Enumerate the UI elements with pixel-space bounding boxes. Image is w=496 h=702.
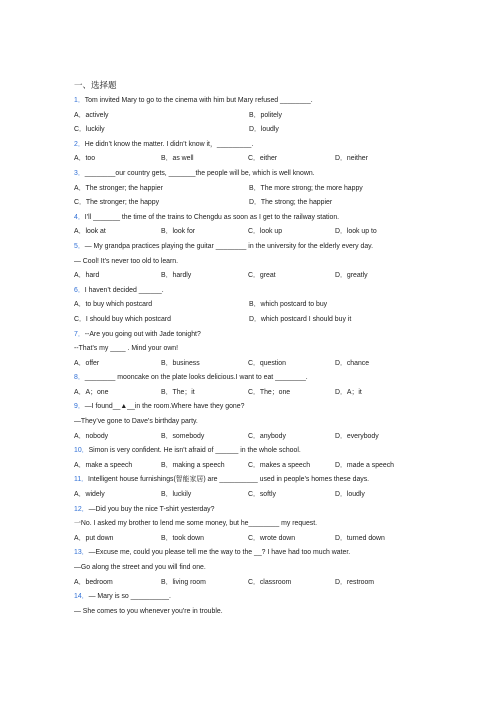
question-block xyxy=(74,211,424,240)
question-text: Simon is very confident. He isn’t afraid of ______ in the whole school. xyxy=(88,447,301,455)
dialogue-line: — She comes to you whenever you’re in trouble. xyxy=(74,607,223,615)
option-a[interactable]: A．too xyxy=(74,155,96,163)
option-c[interactable]: C．look up xyxy=(248,228,283,236)
question-block xyxy=(74,400,424,444)
question-text: I haven’t decided ______. xyxy=(84,286,164,294)
option-a[interactable]: A．The stronger; the happier xyxy=(74,184,163,192)
option-c[interactable]: C．luckily xyxy=(74,126,105,134)
question-text: — Mary is so __________. xyxy=(88,593,171,601)
question-text: ________our country gets, _______the people will be, which is well known. xyxy=(84,169,315,177)
option-c[interactable]: C．The stronger; the happy xyxy=(74,199,160,207)
option-c[interactable]: C．wrote down xyxy=(248,534,296,542)
option-a[interactable]: A．nobody xyxy=(74,432,109,440)
question-stem xyxy=(74,284,424,299)
question-block xyxy=(74,444,424,473)
options-row xyxy=(74,459,424,474)
options-row xyxy=(74,182,424,197)
question-text: —Excuse me, could you please tell me the way to the __? I have had too much water. xyxy=(88,549,351,557)
question-text: Tom invited Mary to go to the cinema with him but Mary refused ________. xyxy=(84,97,313,104)
dialogue-line: 一No. I asked my brother to lend me some money, but he________ my request. xyxy=(74,520,318,528)
question-text: Intelligent house furnishings(智能家居) are __________ used in people’s homes these days. xyxy=(88,476,370,484)
question-block xyxy=(74,284,424,328)
options-row xyxy=(74,109,424,124)
option-d[interactable]: D．restroom xyxy=(335,578,375,586)
options-row xyxy=(74,298,424,313)
option-b[interactable]: B．look for xyxy=(161,228,196,236)
question-block xyxy=(74,503,424,547)
option-b[interactable]: B．which postcard to buy xyxy=(249,301,328,309)
option-b[interactable]: B．somebody xyxy=(161,432,205,440)
option-b[interactable]: B．The more strong; the more happy xyxy=(249,184,363,192)
option-d[interactable]: D．everybody xyxy=(335,432,379,440)
option-a[interactable]: A．look at xyxy=(74,228,106,236)
question-text: He didn’t know the matter. I didn’t know it，_________. xyxy=(84,140,254,148)
option-d[interactable]: D．made a speech xyxy=(335,461,394,469)
question-number: 14． xyxy=(74,593,89,601)
option-a[interactable]: A．widely xyxy=(74,491,105,499)
question-stem xyxy=(74,328,424,343)
question-number: 5． xyxy=(74,242,85,250)
option-d[interactable]: D．loudly xyxy=(249,126,279,134)
dialogue-line: — Cool! It’s never too old to learn. xyxy=(74,257,179,265)
question-stem xyxy=(74,371,424,386)
option-c[interactable]: C．I should buy which postcard xyxy=(74,315,171,323)
option-a[interactable]: A．offer xyxy=(74,359,100,367)
options-row xyxy=(74,225,424,240)
question-list xyxy=(74,94,424,619)
question-block xyxy=(74,167,424,211)
question-block xyxy=(74,590,424,619)
option-c[interactable]: C．makes a speech xyxy=(248,461,311,469)
options-row xyxy=(74,123,424,138)
option-d[interactable]: D．The strong; the happier xyxy=(249,199,333,207)
option-c[interactable]: C．softly xyxy=(248,491,276,499)
question-stem xyxy=(74,138,424,153)
option-d[interactable]: D．look up to xyxy=(335,228,377,236)
option-b[interactable]: B．as well xyxy=(161,155,194,163)
dialogue-line: --That’s my ____ . Mind your own! xyxy=(74,345,179,353)
question-number: 8． xyxy=(74,374,85,382)
question-block xyxy=(74,328,424,372)
options-row xyxy=(74,430,424,445)
option-b[interactable]: B．politely xyxy=(249,111,282,119)
option-d[interactable]: D．A；it xyxy=(335,388,362,396)
question-text: —Did you buy the nice T-shirt yesterday? xyxy=(88,505,215,513)
option-b[interactable]: B．making a speech xyxy=(161,461,225,469)
question-text: ________ mooncake on the plate looks delicious.I want to eat ________. xyxy=(84,374,308,382)
option-b[interactable]: B．hardly xyxy=(161,272,192,280)
exam-page xyxy=(74,80,424,619)
question-stem xyxy=(74,546,424,561)
question-number: 13． xyxy=(74,549,89,557)
option-a[interactable]: A．actively xyxy=(74,111,109,119)
question-stem xyxy=(74,590,424,605)
question-block xyxy=(74,240,424,284)
options-row xyxy=(74,152,424,167)
option-a[interactable]: A．A；one xyxy=(74,388,109,396)
option-d[interactable]: D．neither xyxy=(335,155,368,163)
option-d[interactable]: D．which postcard I should buy it xyxy=(249,315,352,323)
question-number: 6． xyxy=(74,286,85,294)
option-a[interactable]: A．to buy which postcard xyxy=(74,301,153,309)
question-stem xyxy=(74,473,424,488)
option-b[interactable]: B．living room xyxy=(161,578,206,586)
option-c[interactable]: C．The；one xyxy=(248,388,291,396)
question-number: 10． xyxy=(74,447,89,455)
dialogue-line: —They’ve gone to Dave’s birthday party. xyxy=(74,418,198,426)
option-d[interactable]: D．chance xyxy=(335,359,370,367)
question-block xyxy=(74,473,424,502)
options-row xyxy=(74,576,424,591)
section-title: 一、选择题 xyxy=(74,80,117,90)
option-d[interactable]: D．turned down xyxy=(335,534,385,542)
question-block xyxy=(74,371,424,400)
question-stem xyxy=(74,167,424,182)
question-number: 4． xyxy=(74,213,85,221)
option-d[interactable]: D．greatly xyxy=(335,272,368,280)
option-b[interactable]: B．luckily xyxy=(161,491,192,499)
question-stem xyxy=(74,240,424,255)
option-b[interactable]: B．business xyxy=(161,359,200,367)
question-stem xyxy=(74,400,424,415)
question-stem xyxy=(74,503,424,518)
option-b[interactable]: B．took down xyxy=(161,534,204,542)
option-a[interactable]: A．hard xyxy=(74,272,100,280)
option-c[interactable]: C．either xyxy=(248,155,278,163)
question-text: --Are you going out with Jade tonight? xyxy=(84,330,201,338)
options-row xyxy=(74,196,424,211)
question-stem xyxy=(74,444,424,459)
question-number: 2． xyxy=(74,140,85,148)
option-c[interactable]: C．great xyxy=(248,272,276,280)
question-number: 11． xyxy=(74,476,89,484)
question-number: 9． xyxy=(74,403,85,411)
question-number: 1． xyxy=(74,97,85,104)
options-row xyxy=(74,357,424,372)
option-c[interactable]: C．question xyxy=(248,359,286,367)
question-number: 3． xyxy=(74,169,85,177)
options-row xyxy=(74,488,424,503)
question-text: —I found__▲__in the room.Where have they gone? xyxy=(84,403,245,411)
question-stem xyxy=(74,94,424,109)
option-b[interactable]: B．The；it xyxy=(161,388,195,396)
option-c[interactable]: C．classroom xyxy=(248,578,292,586)
option-d[interactable]: D．loudly xyxy=(335,491,365,499)
question-block xyxy=(74,94,424,138)
dialogue-line: —Go along the street and you will find one. xyxy=(74,564,206,571)
options-row xyxy=(74,386,424,401)
options-row xyxy=(74,532,424,547)
option-a[interactable]: A．put down xyxy=(74,534,114,542)
question-block xyxy=(74,546,424,590)
option-a[interactable]: A．bedroom xyxy=(74,578,113,586)
option-a[interactable]: A．make a speech xyxy=(74,461,133,469)
question-stem xyxy=(74,211,424,226)
option-c[interactable]: C．anybody xyxy=(248,432,286,440)
question-text: — My grandpa practices playing the guitar ________ in the university for the elderly every day. xyxy=(84,242,374,250)
question-number: 12． xyxy=(74,505,89,513)
question-number: 7． xyxy=(74,330,85,338)
question-text: I’ll _______ the time of the trains to Chengdu as soon as I get to the railway station. xyxy=(84,213,340,221)
options-row xyxy=(74,269,424,284)
question-block xyxy=(74,138,424,167)
options-row xyxy=(74,313,424,328)
